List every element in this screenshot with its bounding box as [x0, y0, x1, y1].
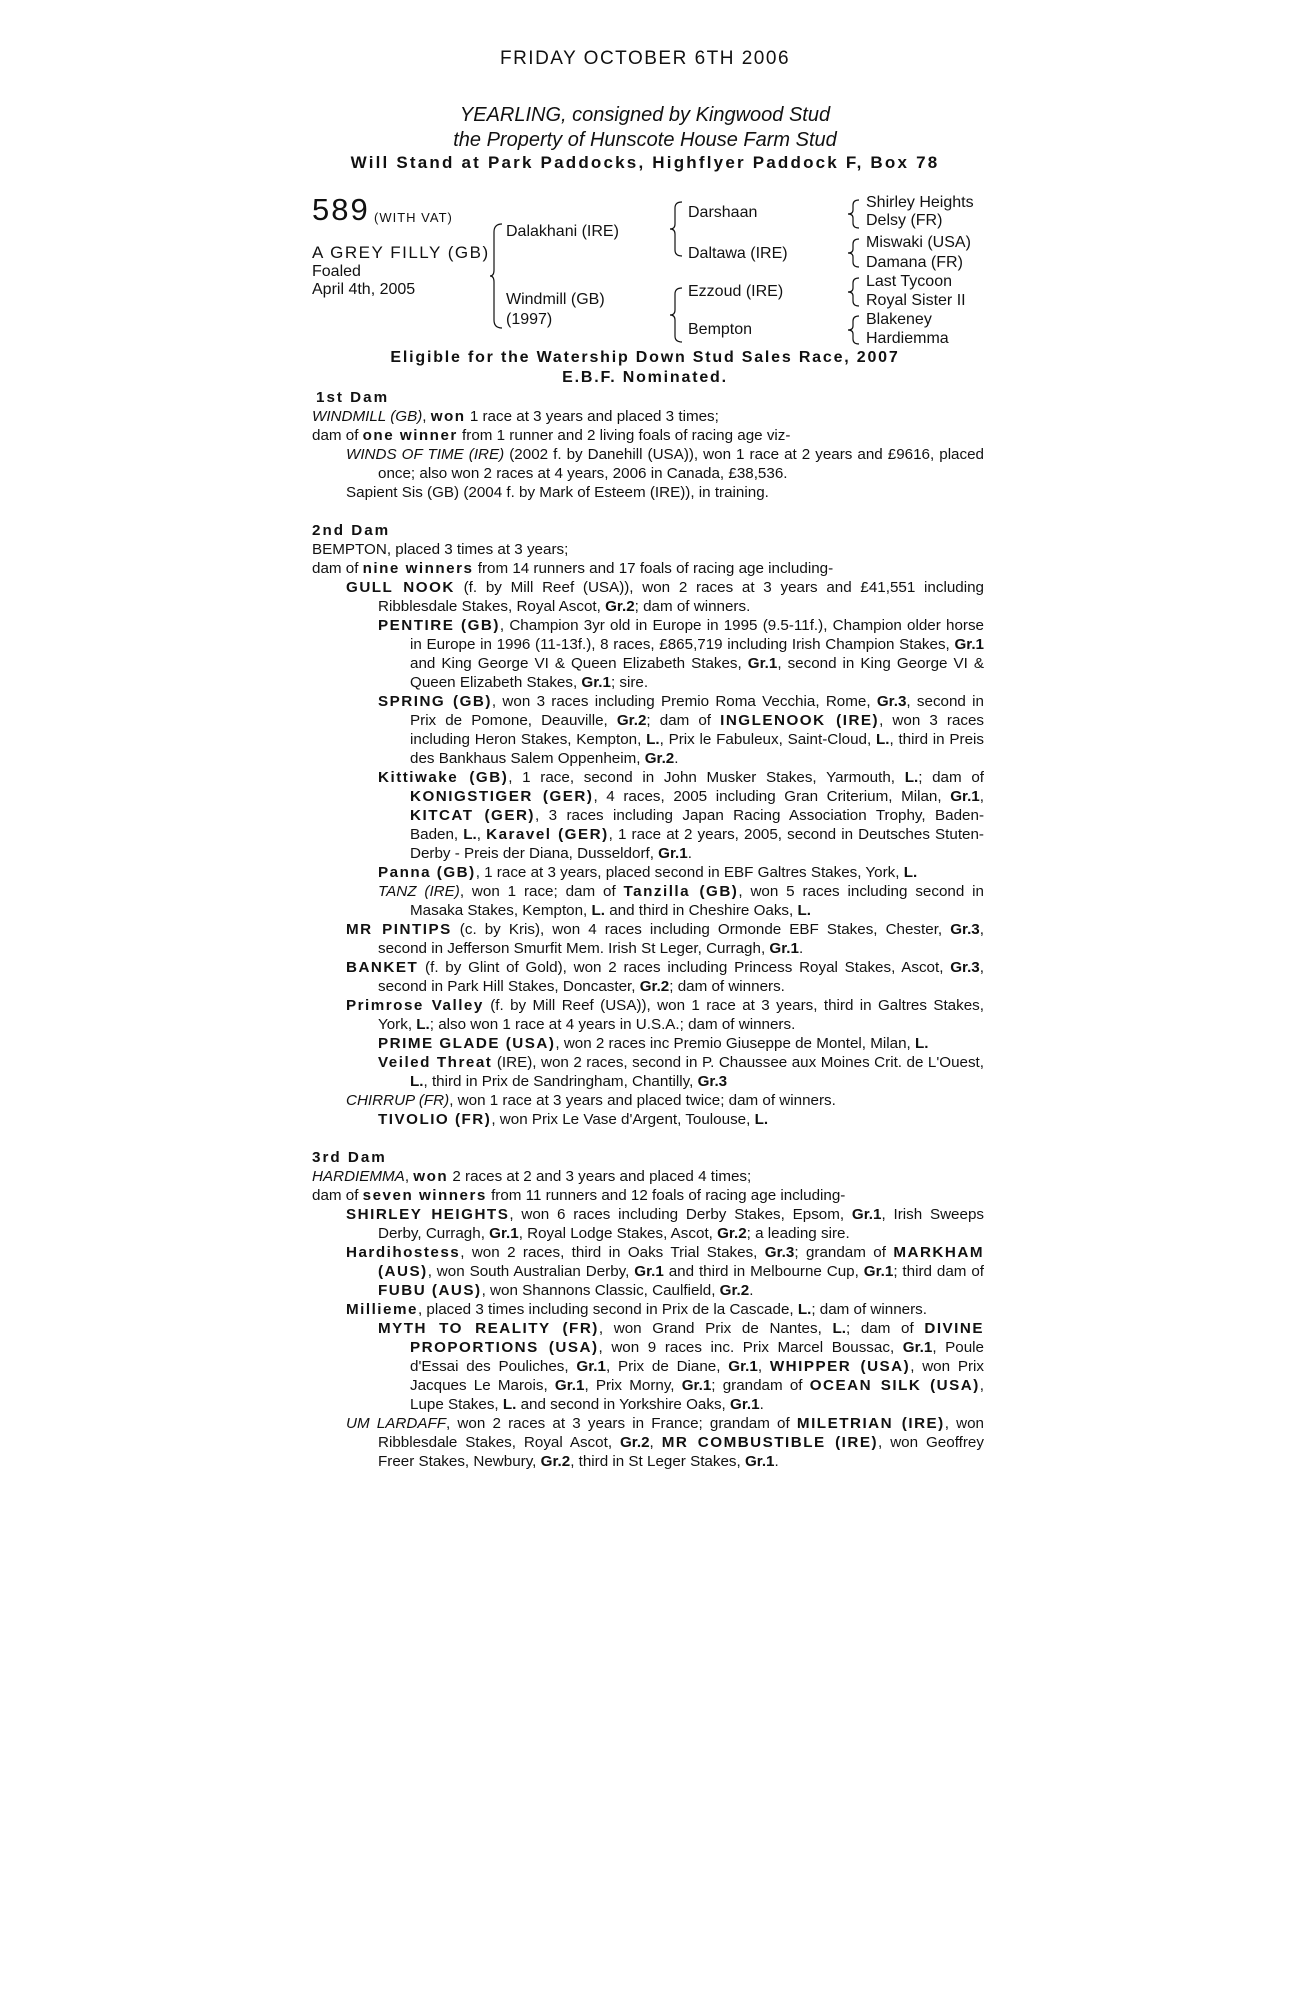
pedigree-brace-ds — [848, 276, 860, 308]
pedigree-brace-sire — [670, 200, 684, 258]
produce-entry: CHIRRUP (FR), won 1 race at 3 years and placed twice; dam of winners. — [346, 1092, 836, 1109]
produce-entry: TIVOLIO (FR), won Prix Le Vase d'Argent, Toulouse, L. — [378, 1111, 769, 1128]
produce-entry: Primrose Valley (f. by Mill Reef (USA)), won 1 race at 3 years, third in Galtres Stakes, York, L.; also won 1 race at 4 years in U.S.A.; dam of winners. — [346, 997, 984, 1033]
produce-entry: Panna (GB), 1 race at 3 years, placed second in EBF Galtres Stakes, York, L. — [378, 864, 918, 881]
pedigree-sire: Dalakhani (IRE) — [506, 223, 619, 240]
stand-location: Will Stand at Park Paddocks, Highflyer Paddock F, Box 78 — [350, 153, 940, 172]
third-dam-line: HARDIEMMA, won 2 races at 2 and 3 years and placed 4 times; — [312, 1168, 752, 1185]
property-line: the Property of Hunscote House Farm Stud — [453, 129, 837, 151]
lot-number: 589 — [312, 192, 370, 227]
first-dam-produce-line: dam of one winner from 1 runner and 2 living foals of racing age viz- — [312, 427, 791, 444]
first-dam-line: WINDMILL (GB), won 1 race at 3 years and placed 3 times; — [312, 408, 719, 425]
sale-date: FRIDAY OCTOBER 6TH 2006 — [499, 48, 791, 69]
foaled-date: April 4th, 2005 — [312, 281, 416, 298]
pedigree-dam-sire: Ezzoud (IRE) — [688, 283, 784, 300]
pedigree-brace-ss — [848, 198, 860, 230]
produce-entry: UM LARDAFF, won 2 races at 3 years in France; grandam of MILETRIAN (IRE), won Ribblesdale Stakes, Royal Ascot, Gr.2, MR COMBUSTIBLE (IRE), won Geoffrey Freer Stakes, Newbury, Gr.2, third in St Leger Stakes, Gr.1. — [346, 1415, 985, 1470]
second-dam-line: BEMPTON, placed 3 times at 3 years; — [312, 541, 569, 558]
produce-entry: PRIME GLADE (USA), won 2 races inc Premio Giuseppe de Montel, Milan, L. — [378, 1035, 929, 1052]
ebf-note: E.B.F. Nominated. — [562, 369, 728, 386]
pedigree-ssd: Delsy (FR) — [866, 212, 943, 229]
family-text — [312, 388, 984, 1471]
produce-entry: SHIRLEY HEIGHTS, won 6 races including Derby Stakes, Epsom, Gr.1, Irish Sweeps Derby, Curragh, Gr.1, Royal Lodge Stakes, Ascot, Gr.2; a leading sire. — [346, 1206, 984, 1242]
third-dam-produce-line: dam of seven winners from 11 runners and 12 foals of racing age including- — [312, 1187, 846, 1204]
produce-entry: GULL NOOK (f. by Mill Reef (USA)), won 2 races at 3 years and £41,551 including Ribblesdale Stakes, Royal Ascot, Gr.2; dam of winners. — [346, 579, 984, 615]
produce-entry: MR PINTIPS (c. by Kris), won 4 races including Ormonde EBF Stakes, Chester, Gr.3, second in Jefferson Smurfit Mem. Irish St Leger, Curragh, Gr.1. — [346, 921, 984, 957]
vat-note: (WITH VAT) — [374, 210, 453, 225]
foaled-label: Foaled — [312, 263, 361, 280]
produce-entry: Millieme, placed 3 times including second in Prix de la Cascade, L.; dam of winners. — [346, 1301, 927, 1318]
produce-entry: Kittiwake (GB), 1 race, second in John Musker Stakes, Yarmouth, L.; dam of KONIGSTIGER (GER), 4 races, 2005 including Gran Criterium, Milan, Gr.1, KITCAT (GER), 3 races including Japan Racing Association Trophy, Baden-Baden, L., Karavel (GER), 1 race at 2 years, 2005, second in Deutsches Stuten-Derby - Preis der Diana, Dusseldorf, Gr.1. — [378, 769, 985, 862]
produce-entry: TANZ (IRE), won 1 race; dam of Tanzilla (GB), won 5 races including second in Masaka Stakes, Kempton, L. and third in Cheshire Oaks, L. — [378, 883, 984, 919]
pedigree-dds: Blakeney — [866, 311, 932, 328]
lot-description: A GREY FILLY (GB) — [312, 243, 490, 262]
pedigree-dam-dam: Bempton — [688, 321, 753, 338]
pedigree-dsd: Royal Sister II — [866, 292, 966, 309]
pedigree-sds: Miswaki (USA) — [866, 234, 971, 251]
third-dam-heading: 3rd Dam — [312, 1149, 387, 1166]
pedigree-ddd: Hardiemma — [866, 330, 949, 347]
pedigree-brace-sd — [848, 237, 860, 269]
pedigree-sdd: Damana (FR) — [866, 254, 963, 271]
pedigree-dam: Windmill (GB) — [506, 291, 605, 308]
pedigree-brace-dam — [670, 286, 684, 344]
consignor-line: YEARLING, consigned by Kingwood Stud — [459, 104, 831, 126]
pedigree-sire-dam: Daltawa (IRE) — [688, 245, 788, 262]
pedigree-sss: Shirley Heights — [866, 194, 974, 211]
produce-entry: PENTIRE (GB), Champion 3yr old in Europe in 1995 (9.5-11f.), Champion older horse in Europe in 1996 (11-13f.), 8 races, £865,719 including Irish Champion Stakes, Gr.1 and King George VI & Queen Elizabeth Stakes, Gr.1, second in King George VI & Queen Elizabeth Stakes, Gr.1; sire. — [378, 617, 984, 691]
first-dam-heading: 1st Dam — [316, 389, 390, 406]
eligibility-note: Eligible for the Watership Down Stud Sales Race, 2007 — [390, 349, 900, 366]
second-dam-produce-line: dam of nine winners from 14 runners and 17 foals of racing age including- — [312, 560, 834, 577]
produce-entry: MYTH TO REALITY (FR), won Grand Prix de Nantes, L.; dam of DIVINE PROPORTIONS (USA), won 9 races inc. Prix Marcel Boussac, Gr.1, Poule d'Essai des Pouliches, Gr.1, Prix de Diane, Gr.1, WHIPPER (USA), won Prix Jacques Le Marois, Gr.1, Prix Morny, Gr.1; grandam of OCEAN SILK (USA), Lupe Stakes, L. and second in Yorkshire Oaks, Gr.1. — [378, 1320, 984, 1413]
pedigree-dam-year: (1997) — [506, 311, 553, 328]
produce-entry: SPRING (GB), won 3 races including Premio Roma Vecchia, Rome, Gr.3, second in Prix de Pomone, Deauville, Gr.2; dam of INGLENOOK (IRE), won 3 races including Heron Stakes, Kempton, L., Prix le Fabuleux, Saint-Cloud, L., third in Preis des Bankhaus Salem Oppenheim, Gr.2. — [378, 693, 985, 767]
pedigree-brace-main — [490, 222, 504, 330]
pedigree-sire-sire: Darshaan — [688, 204, 758, 221]
second-dam-heading: 2nd Dam — [312, 522, 391, 539]
pedigree-dss: Last Tycoon — [866, 273, 952, 290]
pedigree-brace-dd — [848, 314, 860, 346]
produce-entry: Hardihostess, won 2 races, third in Oaks Trial Stakes, Gr.3; grandam of MARKHAM (AUS), won South Australian Derby, Gr.1 and third in Melbourne Cup, Gr.1; third dam of FUBU (AUS), won Shannons Classic, Caulfield, Gr.2. — [346, 1244, 984, 1299]
produce-entry: BANKET (f. by Glint of Gold), won 2 races including Princess Royal Stakes, Ascot, Gr.3, second in Park Hill Stakes, Doncaster, Gr.2; dam of winners. — [346, 959, 984, 995]
produce-entry: Veiled Threat (IRE), won 2 races, second in P. Chaussee aux Moines Crit. de L'Ouest, L., third in Prix de Sandringham, Chantilly, Gr.3 — [378, 1054, 984, 1090]
produce-entry: Sapient Sis (GB) (2004 f. by Mark of Esteem (IRE)), in training. — [346, 484, 769, 501]
produce-entry: WINDS OF TIME (IRE) (2002 f. by Danehill (USA)), won 1 race at 2 years and £9616, placed once; also won 2 races at 4 years, 2006 in Canada, £38,536. — [346, 446, 984, 482]
